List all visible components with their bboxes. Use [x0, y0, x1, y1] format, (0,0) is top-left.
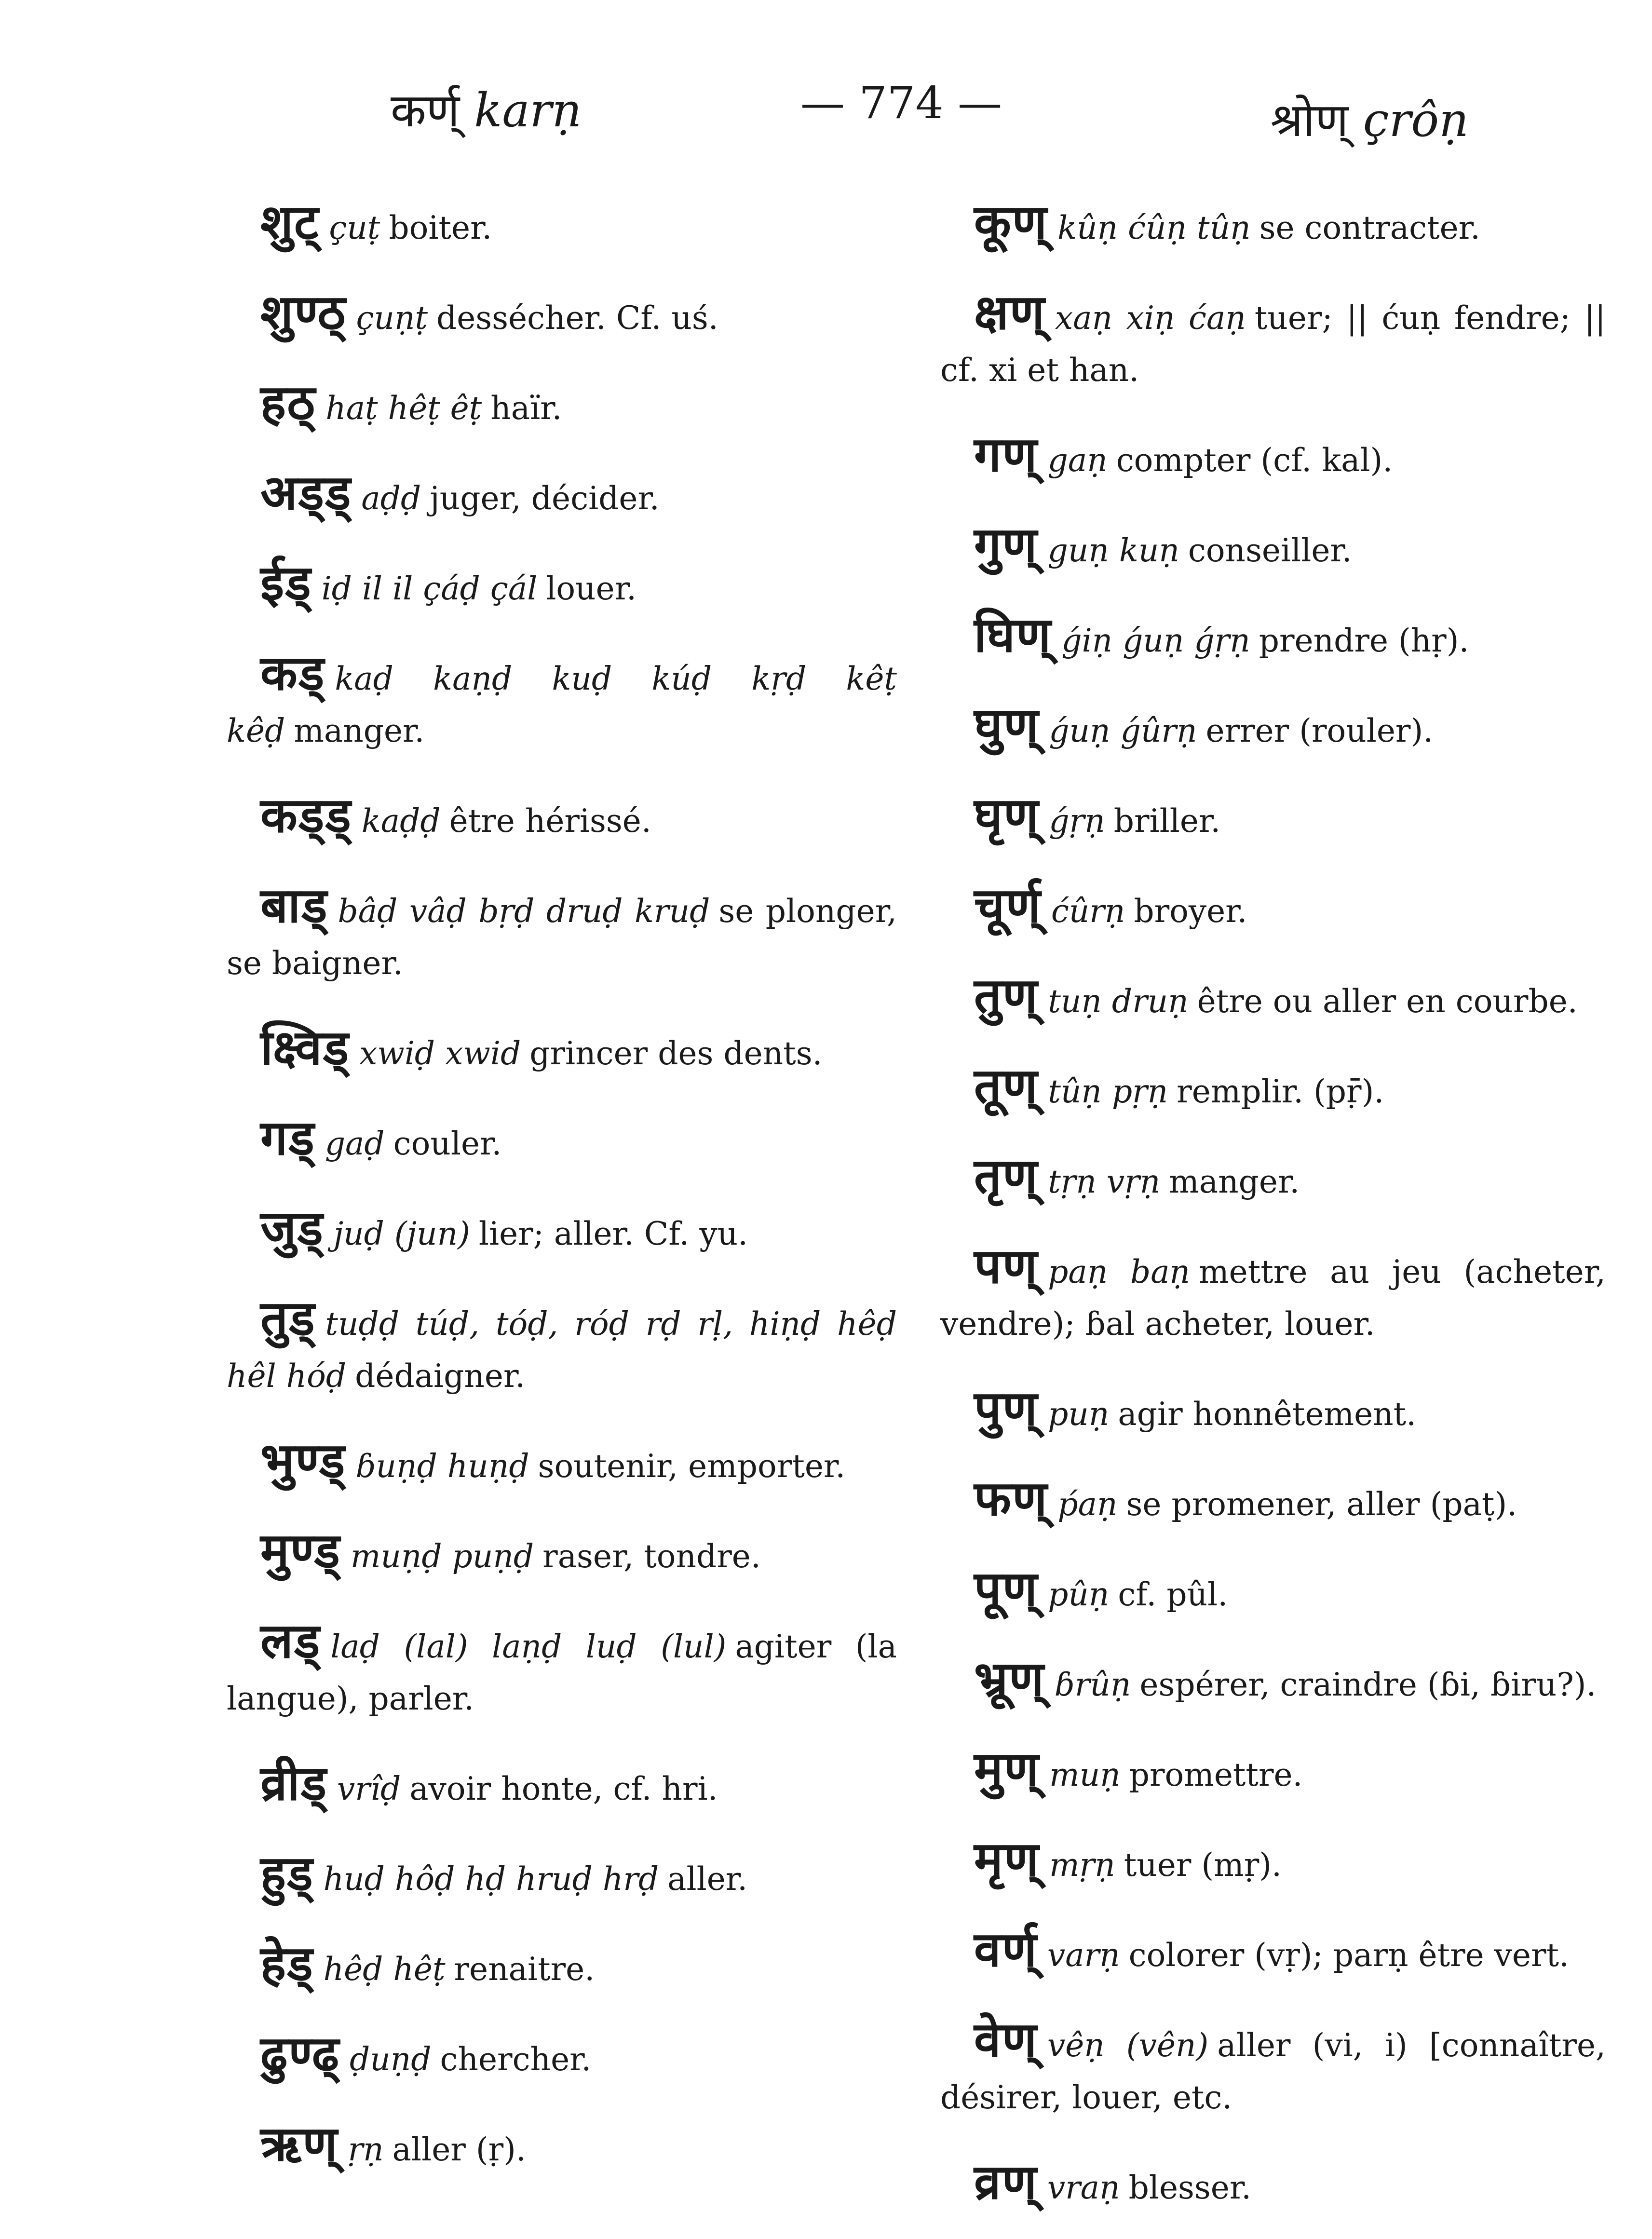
dictionary-entry [940, 1147, 1606, 1208]
entry-transliteration: gaḍ [325, 1125, 385, 1162]
entry-devanagari: व्रण् [974, 2153, 1038, 2210]
entry-gloss: agiter (la langue), parler. [227, 1628, 897, 1717]
dictionary-entry [940, 1833, 1606, 1891]
entry-gloss: broyer. [1134, 893, 1247, 930]
entry-gloss: espérer, craindre (ɓi, ɓiru?). [1139, 1666, 1597, 1703]
entry-transliteration: tûṇ pṛṇ [1048, 1073, 1168, 1110]
entry-devanagari: मुण् [974, 1740, 1040, 1797]
entry-gloss: louer. [546, 570, 636, 607]
entry-transliteration: muṇḍ puṇḍ [350, 1538, 534, 1575]
entry-gloss: se promener, aller (paṭ). [1126, 1486, 1517, 1523]
right-column [940, 164, 1606, 2239]
entry-transliteration: ɓuṇḍ huṇḍ [355, 1448, 529, 1485]
dictionary-entry [940, 1382, 1606, 1440]
entry-gloss: chercher. [440, 2041, 592, 2078]
entry-devanagari: बाड् [260, 877, 328, 934]
dictionary-entry [227, 2027, 897, 2086]
dictionary-entry [227, 376, 897, 434]
entry-transliteration: vrîḍ [337, 1770, 401, 1807]
dictionary-entry [227, 1937, 897, 1995]
entry-gloss: lier; aller. Cf. yu. [478, 1215, 748, 1252]
entry-gloss: aller. [667, 1860, 748, 1898]
entry-devanagari: चूर्ण् [974, 877, 1042, 934]
entry-devanagari: शुट् [260, 193, 320, 250]
header-right-headword [1270, 87, 1469, 150]
entry-gloss: manger. [294, 712, 425, 749]
entry-gloss: être hérissé. [449, 802, 651, 840]
entry-devanagari: लड् [260, 1612, 321, 1669]
entry-gloss: grincer des dents. [529, 1035, 823, 1072]
entry-gloss: briller. [1113, 802, 1221, 840]
entry-transliteration: ǵṛṇ [1049, 802, 1105, 840]
entry-devanagari: जुड् [260, 1199, 324, 1256]
entry-transliteration: ǵiṇ ǵuṇ ǵṛṇ [1061, 622, 1250, 659]
entry-transliteration: puṇ [1048, 1396, 1110, 1433]
entry-devanagari: कड्ड् [260, 787, 352, 843]
entry-devanagari: पुण् [974, 1380, 1039, 1437]
entry-transliteration: kûṇ ćûṇ tûṇ [1057, 209, 1251, 246]
header-left-devanagari: कर्ण् [391, 83, 460, 137]
entry-gloss: haïr. [490, 390, 562, 427]
entry-gloss: couler. [393, 1125, 502, 1162]
entry-gloss: mettre au jeu (acheter, vendre); ɓal acheter, louer. [940, 1253, 1606, 1343]
dictionary-entry [940, 1472, 1606, 1531]
dictionary-entry [940, 1923, 1606, 1981]
entry-gloss: cf. pûl. [1118, 1576, 1228, 1613]
entry-transliteration: paṇ baṇ [1048, 1253, 1191, 1290]
entry-gloss: renaitre. [454, 1951, 595, 1988]
entry-transliteration: kaḍḍ [361, 802, 441, 840]
entry-gloss: colorer (vṛ); parṇ être vert. [1128, 1937, 1570, 1974]
entry-transliteration: ǵuṇ ǵûrṇ [1049, 712, 1197, 749]
entry-devanagari: अड्ड् [260, 464, 352, 521]
entry-devanagari: कूण् [974, 193, 1048, 250]
entry-transliteration: kaḍ kaṇḍ kuḍ kúḍ kṛḍ kêṭ kêḍ [227, 660, 897, 749]
entry-transliteration: guṇ kuṇ [1047, 532, 1179, 569]
entry-devanagari: हठ् [260, 374, 316, 431]
entry-devanagari: भ्रूण् [974, 1650, 1045, 1707]
entry-gloss: agir honnêtement. [1118, 1396, 1417, 1433]
entry-gloss: se plonger, se baigner. [227, 893, 897, 982]
entry-transliteration: varṇ [1047, 1937, 1120, 1974]
entry-gloss: compter (cf. kal). [1116, 442, 1393, 479]
page-header [0, 77, 1652, 159]
dictionary-entry [940, 1740, 1606, 1801]
dictionary-entry [940, 518, 1606, 577]
entry-devanagari: वर्ण् [974, 1921, 1038, 1978]
entry-devanagari: पूण् [974, 1560, 1039, 1617]
entry-devanagari: घृण् [974, 787, 1040, 843]
header-left-headword [391, 77, 582, 140]
entry-gloss: manger. [1169, 1163, 1300, 1200]
entry-gloss: dédaigner. [355, 1357, 526, 1395]
entry-transliteration: ḍuṇḍ [350, 2041, 432, 2078]
entry-gloss: aller (ṛ). [392, 2131, 526, 2168]
dictionary-entry [227, 193, 897, 254]
entry-devanagari: ऋण् [260, 2115, 339, 2172]
entry-gloss: raser, tondre. [542, 1538, 761, 1575]
dictionary-entry [227, 789, 897, 847]
header-right-devanagari: श्रोण् [1270, 93, 1349, 147]
entry-devanagari: तृण् [974, 1147, 1039, 1204]
dictionary-entry [940, 428, 1606, 487]
dictionary-entry [940, 1237, 1606, 1350]
dictionary-entry [227, 1021, 897, 1080]
dictionary-entry [940, 1059, 1606, 1118]
entry-transliteration: bâḍ vâḍ bṛḍ druḍ kruḍ [338, 893, 710, 930]
dictionary-entry [227, 1524, 897, 1583]
entry-transliteration: laḍ (lal) laṇḍ luḍ (lul) [330, 1628, 727, 1665]
entry-devanagari: ईड् [260, 554, 312, 611]
dictionary-entry [940, 879, 1606, 937]
entry-devanagari: घुण् [974, 696, 1040, 753]
entry-devanagari: क्षण् [974, 284, 1045, 340]
dictionary-entry [227, 466, 897, 525]
entry-gloss: être ou aller en courbe. [1197, 983, 1578, 1020]
entry-gloss: boiter. [389, 209, 492, 246]
entry-transliteration: hêḍ hêṭ [323, 1951, 446, 1988]
entry-devanagari: तुण् [974, 967, 1039, 1024]
dictionary-entry [940, 606, 1606, 667]
entry-devanagari: क्ष्विड् [260, 1019, 350, 1076]
entry-devanagari: पण् [974, 1237, 1039, 1294]
entry-transliteration: gaṇ [1047, 442, 1108, 479]
entry-devanagari: शुण्ठ् [260, 284, 347, 340]
entry-transliteration: iḍ il il çáḍ çál [321, 570, 538, 607]
entry-devanagari: फण् [974, 1470, 1048, 1527]
entry-devanagari: भुण्ड् [260, 1432, 346, 1489]
dictionary-entry [227, 1847, 897, 1905]
entry-transliteration: juḍ (jun) [333, 1215, 470, 1252]
entry-transliteration: tṛṇ vṛṇ [1048, 1163, 1161, 1200]
entry-devanagari: मृण् [974, 1831, 1040, 1887]
entry-gloss: tuer; || ćuṇ fendre; || cf. xi et han. [940, 299, 1606, 389]
entry-devanagari: मुण्ड् [260, 1522, 341, 1579]
entry-transliteration: haṭ hêṭ êṭ [325, 390, 482, 427]
dictionary-entry [940, 2013, 1606, 2124]
dictionary-entry [227, 1199, 897, 1260]
entry-gloss: juger, décider. [430, 480, 660, 517]
entry-gloss: soutenir, emporter. [538, 1448, 846, 1485]
entry-transliteration: xwiḍ xwid [359, 1035, 521, 1072]
dictionary-entry [227, 879, 897, 990]
entry-devanagari: गुण् [974, 516, 1038, 573]
dictionary-entry [227, 1289, 897, 1402]
entry-transliteration: çuṇṭ [356, 299, 428, 337]
dictionary-entry [940, 1650, 1606, 1711]
dictionary-entry [940, 1562, 1606, 1621]
entry-devanagari: वेण् [974, 2011, 1038, 2068]
entry-gloss: remplir. (pṝ). [1177, 1073, 1384, 1110]
page-number: — 774 — [800, 77, 1002, 129]
left-column [227, 164, 897, 2201]
dictionary-entry [940, 696, 1606, 757]
entry-transliteration: aḍḍ [361, 480, 421, 517]
entry-gloss: conseiller. [1188, 532, 1352, 569]
entry-gloss: aller (vi, i) [connaître, désirer, louer, etc. [940, 2027, 1606, 2116]
entry-devanagari: घिण् [974, 606, 1052, 663]
entry-transliteration: mṛṇ [1049, 1846, 1115, 1884]
entry-devanagari: कड् [260, 644, 325, 701]
entry-transliteration: ćûrṇ [1051, 893, 1125, 930]
dictionary-entry [227, 286, 897, 344]
entry-transliteration: vêṇ (vên) [1047, 2027, 1209, 2064]
entry-devanagari: तूण् [974, 1057, 1039, 1114]
entry-devanagari: ढुण्ढ् [260, 2025, 340, 2082]
dictionary-entry [940, 286, 1606, 396]
entry-transliteration: ṛṇ [348, 2131, 384, 2168]
header-right-transliteration: çrôṇ [1363, 93, 1469, 147]
entry-gloss: errer (rouler). [1205, 712, 1434, 749]
entry-transliteration: tuḍḍ túḍ, tóḍ, róḍ rḍ rḷ, hiṇḍ hêḍ hêl hóḍ [227, 1305, 897, 1395]
dictionary-entry [227, 556, 897, 615]
entry-gloss: promettre. [1129, 1756, 1303, 1793]
entry-gloss: se contracter. [1259, 209, 1480, 246]
entry-transliteration: tuṇ druṇ [1048, 983, 1189, 1020]
entry-gloss: dessécher. Cf. uś. [436, 299, 718, 337]
entry-transliteration: muṇ [1049, 1756, 1121, 1793]
entry-devanagari: व्रीड् [260, 1754, 327, 1811]
entry-transliteration: ṕaṇ [1057, 1486, 1118, 1523]
entry-transliteration: huḍ hôḍ hḍ hruḍ hrḍ [323, 1860, 659, 1898]
entry-transliteration: ɓrûṇ [1054, 1666, 1131, 1703]
entry-devanagari: हेड् [260, 1935, 314, 1992]
dictionary-entry [227, 2117, 897, 2176]
entry-gloss: tuer (mṛ). [1124, 1846, 1282, 1884]
entry-gloss: prendre (hṛ). [1259, 622, 1469, 659]
dictionary-entry [940, 969, 1606, 1028]
dictionary-entry [227, 1612, 897, 1725]
dictionary-entry [940, 193, 1606, 254]
header-left-transliteration: karṇ [474, 83, 582, 137]
entry-devanagari: गण् [974, 426, 1038, 483]
dictionary-entry [227, 644, 897, 757]
entry-transliteration: xaṇ xiṇ ćaṇ [1055, 299, 1246, 337]
dictionary-entry [227, 1754, 897, 1815]
entry-devanagari: तुड् [260, 1289, 316, 1346]
entry-transliteration: çuṭ [329, 209, 380, 246]
entry-transliteration: pûṇ [1048, 1576, 1110, 1613]
entry-transliteration: vraṇ [1047, 2169, 1120, 2206]
entry-devanagari: हुड् [260, 1845, 314, 1901]
entry-gloss: blesser. [1128, 2169, 1252, 2206]
dictionary-entry [940, 789, 1606, 847]
dictionary-entry [940, 2153, 1606, 2214]
entry-gloss: avoir honte, cf. hri. [409, 1770, 718, 1807]
dictionary-entry [227, 1434, 897, 1493]
entry-devanagari: गड् [260, 1109, 315, 1166]
dictionary-entry [227, 1109, 897, 1170]
